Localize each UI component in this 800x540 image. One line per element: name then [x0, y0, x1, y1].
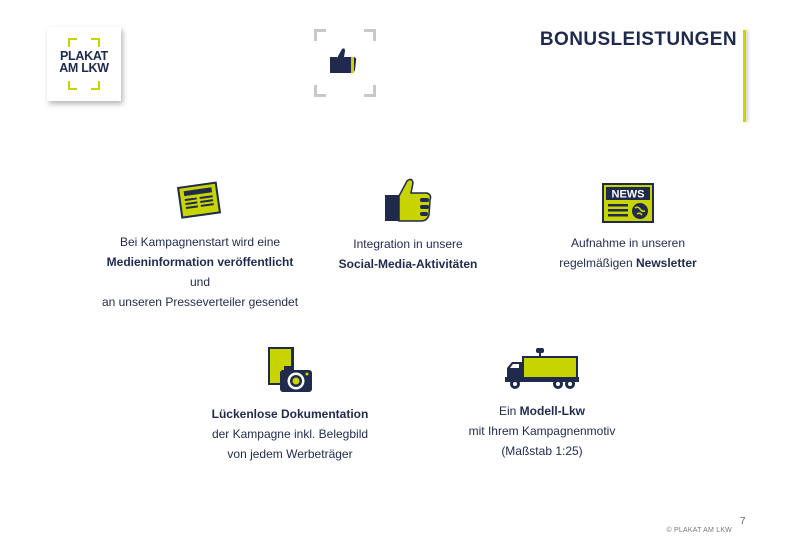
page-title: BONUSLEISTUNGEN [539, 29, 737, 50]
social-text-bold: Social-Media-Aktivitäten [338, 257, 478, 271]
press-text-rest: und [189, 275, 211, 289]
frame-corner [314, 29, 326, 41]
documentation-text-line-1 [195, 404, 385, 424]
benefit-documentation [195, 344, 385, 464]
logo-corner [91, 81, 100, 90]
newsletter-text-line-1: Aufnahme in unseren [570, 236, 686, 250]
social-text-line-2 [318, 254, 498, 274]
logo-corner [68, 38, 77, 47]
benefit-newsletter [538, 181, 718, 273]
social-text-line-1: Integration in unsere [353, 237, 463, 251]
documentation-text-line-2: der Kampagne inkl. Belegbild [211, 427, 369, 441]
frame-corner [314, 85, 326, 97]
page-number: 7 [740, 516, 746, 527]
title-accent-bar [743, 30, 746, 122]
benefit-model-truck [447, 347, 637, 461]
newspaper-icon [174, 176, 226, 224]
truck-text-line-1 [447, 401, 637, 421]
thumb-frame [314, 29, 376, 97]
news-icon [600, 181, 656, 225]
frame-corner [364, 29, 376, 41]
logo-corner [68, 81, 77, 90]
frame-corner [364, 85, 376, 97]
truck-text-bold: Modell-Lkw [519, 404, 586, 418]
documentation-text-line-3: von jedem Werbeträger [227, 447, 353, 461]
camera-icon [264, 344, 316, 396]
benefit-social-media [318, 174, 498, 274]
newsletter-text-line-2 [538, 253, 718, 273]
logo-text [47, 50, 121, 74]
truck-text-line-3: (Maßstab 1:25) [501, 444, 583, 458]
truck-text-line-2: mit Ihrem Kampagnenmotiv [468, 424, 616, 438]
logo [47, 27, 121, 101]
copyright-text: © PLAKAT AM LKW [666, 527, 732, 534]
truck-text-pre: Ein [498, 404, 520, 418]
logo-corner [91, 38, 100, 47]
press-text-line-2 [95, 252, 305, 292]
press-text-line-3: an unseren Presseverteiler gesendet [101, 295, 299, 309]
press-text-line-1: Bei Kampagnenstart wird eine [119, 235, 281, 249]
news-icon-text: NEWS [611, 188, 645, 201]
newsletter-text-bold: Newsletter [636, 256, 697, 270]
thumbs-up-small-icon [328, 46, 360, 76]
benefit-press-release [95, 176, 305, 312]
newsletter-text-pre: regelmäßigen [559, 256, 636, 270]
truck-icon [503, 347, 581, 393]
thumbs-up-icon [382, 174, 434, 226]
logo-line-2: AM LKW [59, 61, 109, 75]
documentation-text-bold: Lückenlose Dokumentation [211, 407, 369, 421]
press-text-bold: Medieninformation veröffentlicht [106, 255, 294, 269]
logo-line-1: PLAKAT [60, 49, 108, 63]
